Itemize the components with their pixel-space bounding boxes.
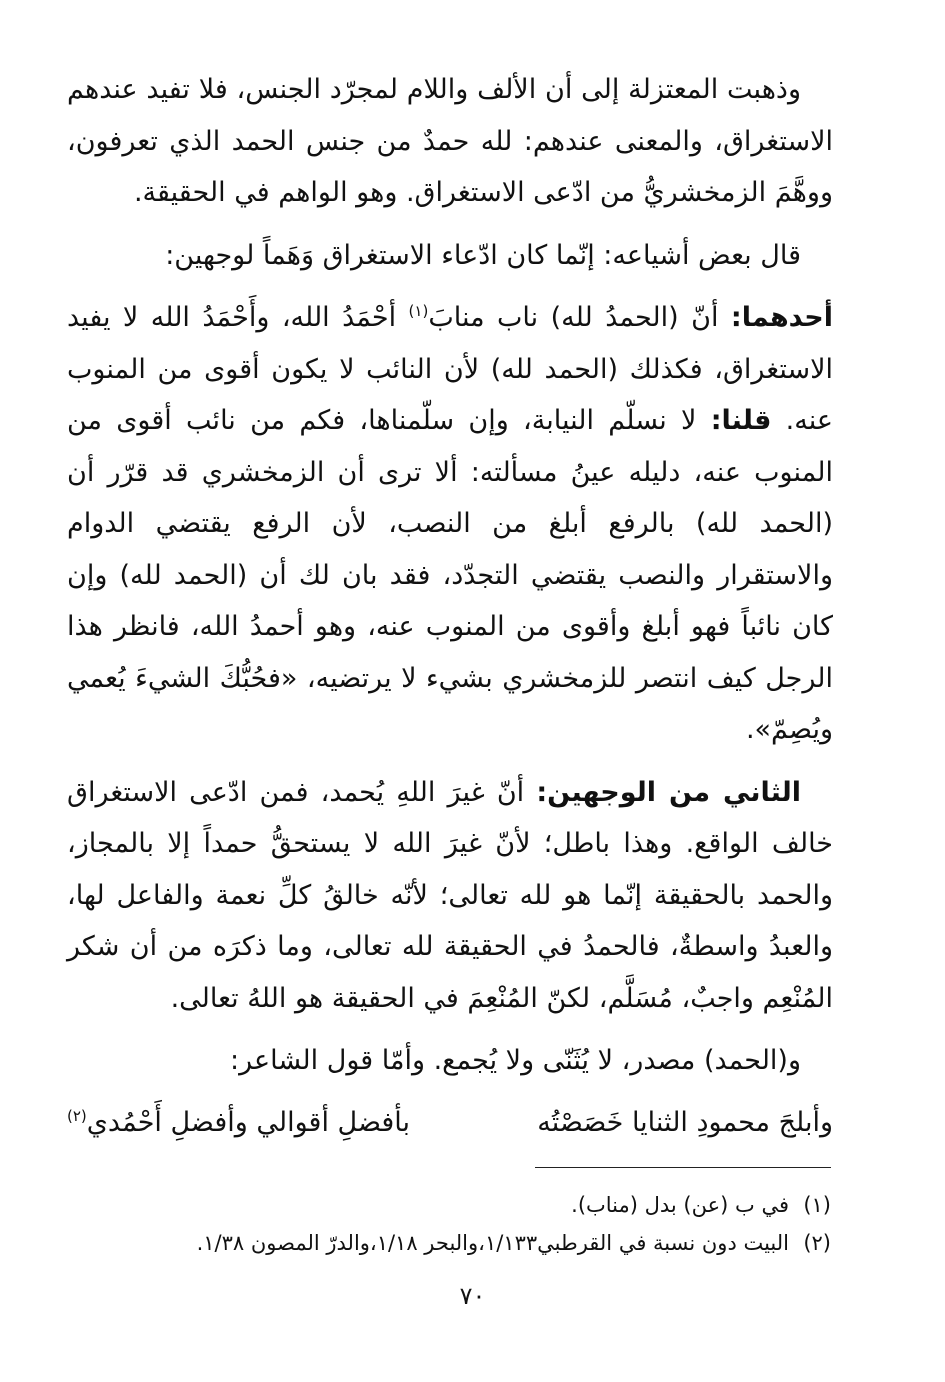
first-reason-text-a: أنّ (الحمدُ لله) ناب منابَ <box>428 302 731 333</box>
second-reason-text: أنّ غيرَ اللهِ يُحمد، فمن ادّعى الاستغراق خالف الواقع. وهذا باطل؛ لأنّ غيرَ الله لا يستحقُّ حمداً إلا بالمجاز، والحمد بالحقيقة إنّما هو لله تعالى؛ لأنّه خالقُ كلِّ نعمة والفاعل لها، والعبدُ واسطةٌ، فالحمدُ في الحقيقة لله تعالى، وما ذكرَه من أن شكر المُنْعِم واجبٌ، مُسَلَّم، لكنّ المُنْعِمَ في الحقيقة هو اللهُ تعالى. <box>67 776 833 1014</box>
first-reason-text-b: أحْمَدُ الله، وأَحْمَدُ الله لا يفيد الاستغراق، فكذلك (الحمد لله) لأن النائب لا يكون أقوى من المنوب عنه. <box>67 302 833 436</box>
footnote-text: البيت دون نسبة في القرطبي١/١٣٣،والبحر ١/١٨،والدرّ المصون ١/٣٨. <box>196 1231 789 1255</box>
footnote-number: (١) <box>803 1193 831 1217</box>
poetry-verse <box>67 1097 833 1149</box>
footnote-2 <box>71 1224 831 1262</box>
footnote-ref-2: (٢) <box>67 1106 87 1125</box>
paragraph-intro-two-reasons: قال بعض أشياعه: إنّما كان ادّعاء الاستغراق وَهَماً لوجهين: <box>165 239 801 271</box>
paragraph-second-reason <box>67 767 833 1025</box>
footnote-ref-1: (١) <box>408 302 429 320</box>
footnote-1 <box>71 1186 831 1224</box>
verse-second-hemistich-wrap <box>67 1097 410 1149</box>
verse-second-hemistich: بأفضلِ أقوالي وأفضلِ أَحْمُدي <box>86 1106 411 1138</box>
second-reason-heading: الثاني من الوجهين: <box>536 776 802 808</box>
first-reason-text-c: لا نسلّم النيابة، وإن سلّمناها، فكم من نائب أقوى من المنوب عنه، دليله عينُ مسألته: ألا ترى أن الزمخشري قد قرّر أن (الحمد لله) بالرفع أبلغ من النصب، لأن الرفع يقتضي الدوام والاستقرار والنصب يقتضي التجدّد، فقد بان لك أن (الحمد لله) وإن كان نائباً فهو أبلغ وأقوى من المنوب عنه، وهو أحمدُ الله، فانظر هذا الرجل كيف انتصر للزمخشري بشيء لا يرتضيه، «فحُبُّكَ الشيءَ يُعمي ويُصِمّ». <box>67 405 833 745</box>
paragraph-mutazila: وذهبت المعتزلة إلى أن الألف واللام لمجرّد الجنس، فلا تفيد عندهم الاستغراق، والمعنى عندهم: لله حمدٌ من جنس الحمد الذي تعرفون، ووهَّمَ الزمخشريُّ من ادّعى الاستغراق. وهو الواهم في الحقيقة. <box>67 74 833 208</box>
paragraph-masdar: و(الحمد) مصدر، لا يُثَنّى ولا يُجمع. وأمّا قول الشاعر: <box>229 1045 801 1076</box>
rebuttal-heading: قلنا: <box>710 405 772 436</box>
main-text <box>67 64 833 1148</box>
page-number: ٧٠ <box>459 1282 486 1310</box>
footnotes <box>71 1186 831 1262</box>
first-reason-heading: أحدهما: <box>730 302 833 333</box>
verse-first-hemistich: وأبلجَ محمودِ الثنايا خَصَصْتُه <box>537 1106 833 1138</box>
footnote-separator <box>535 1167 831 1168</box>
paragraph-first-reason <box>67 292 833 756</box>
footnote-text: في ب (عن) بدل (مناب). <box>571 1193 789 1217</box>
footnote-number: (٢) <box>803 1231 831 1255</box>
